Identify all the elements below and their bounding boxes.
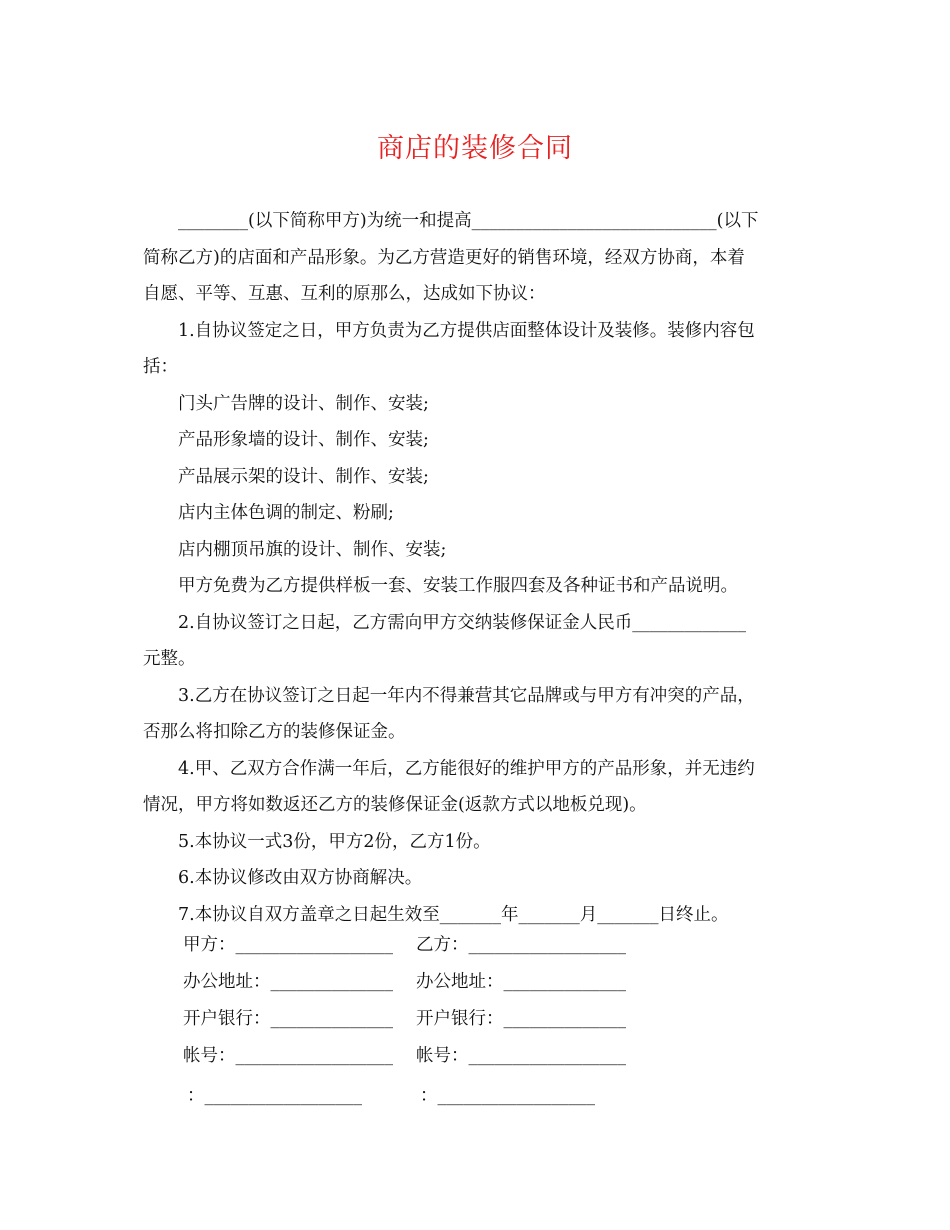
paragraph-line: ________(以下简称甲方)为统一和提高____________________________(以下: [178, 211, 759, 231]
clause-4-line: 4.甲、乙双方合作满一年后，乙方能很好的维护甲方的产品形象，并无违约: [178, 758, 755, 779]
party-a-extra-field: ：__________________: [187, 1086, 362, 1106]
clause-3-line: 否那么将扣除乙方的装修保证金。: [143, 722, 406, 742]
clause-7-line: 7.本协议自双方盖章之日起生效至_______年_______月_______日终止。: [178, 904, 729, 925]
signature-row-party: [183, 931, 626, 956]
clause-2-line: 2.自协议签订之日起，乙方需向甲方交纳装修保证金人民币_____________: [178, 612, 746, 633]
clause-1-line: 括：: [143, 357, 178, 377]
party-b-address-field: 办公地址：______________: [416, 972, 626, 992]
signature-row-extra: [187, 1082, 595, 1107]
list-item: 店内棚顶吊旗的设计、制作、安装;: [178, 539, 447, 560]
paragraph-line: 自愿、平等、互惠、互利的原那么，达成如下协议：: [143, 284, 546, 304]
paragraph-line: 简称乙方)的店面和产品形象。为乙方营造更好的销售环境，经双方协商，本着: [143, 247, 745, 268]
list-item: 甲方免费为乙方提供样板一套、安装工作服四套及各种证书和产品说明。: [178, 576, 738, 596]
list-item: 产品形象墙的设计、制作、安装;: [178, 430, 429, 450]
document-title: 商店的装修合同: [377, 133, 573, 164]
signature-row-address: [183, 968, 626, 993]
party-b-extra-field: ：__________________: [420, 1086, 595, 1106]
clause-3-line: 3.乙方在协议签订之日起一年内不得兼营其它品牌或与甲方有冲突的产品，: [178, 685, 755, 706]
party-a-bank-field: 开户银行：______________: [183, 1009, 393, 1029]
contract-body: [143, 203, 803, 933]
signature-row-account: [183, 1042, 626, 1067]
clause-5-line: 5.本协议一式3份，甲方2份，乙方1份。: [178, 831, 491, 852]
party-a-address-field: 办公地址：______________: [183, 972, 393, 992]
signature-row-bank: [183, 1005, 626, 1030]
party-a-field: 甲方：__________________: [183, 935, 393, 955]
list-item: 门头广告牌的设计、制作、安装;: [178, 393, 429, 414]
clause-4-line: 情况，甲方将如数返还乙方的装修保证金(返款方式以地板兑现)。: [143, 795, 647, 815]
party-a-account-field: 帐号：__________________: [183, 1046, 393, 1066]
clause-6-line: 6.本协议修改由双方协商解决。: [178, 868, 423, 888]
list-item: 产品展示架的设计、制作、安装;: [178, 466, 429, 487]
party-b-account-field: 帐号：__________________: [416, 1046, 626, 1066]
list-item: 店内主体色调的制定、粉刷;: [178, 503, 394, 523]
party-b-field: 乙方：__________________: [416, 935, 626, 955]
party-b-bank-field: 开户银行：______________: [416, 1009, 626, 1029]
clause-2-line: 元整。: [143, 649, 196, 669]
clause-1-line: 1.自协议签定之日，甲方负责为乙方提供店面整体设计及装修。装修内容包: [178, 320, 755, 341]
